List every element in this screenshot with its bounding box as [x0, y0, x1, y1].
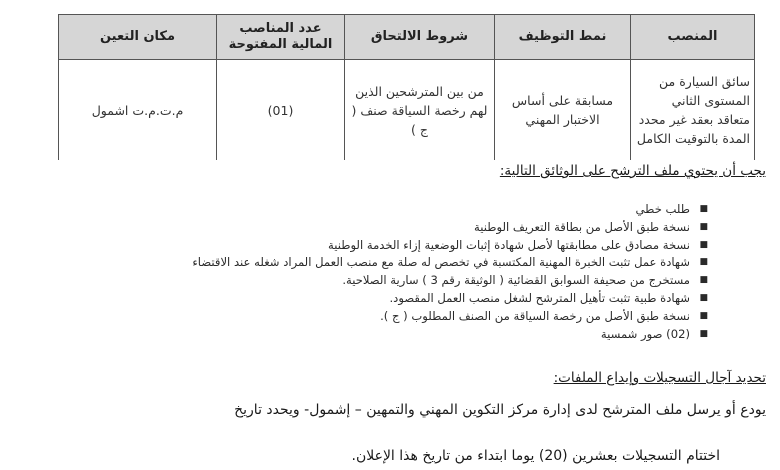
header-conditions: شروط الالتحاق: [345, 15, 495, 60]
table-header-row: [59, 15, 755, 60]
list-item: ■ طلب خطي: [10, 201, 710, 219]
job-offer-table: [58, 14, 755, 160]
cell-conditions: من بين المترشحين الذين لهم رخصة السياقة صنف ( ج ): [345, 60, 495, 161]
list-item: ■ نسخة طبق الأصل من رخصة السياقة من الصنف المطلوب ( ج ).: [10, 308, 710, 326]
bullet-icon: ■: [699, 204, 708, 214]
bullet-icon: ■: [699, 310, 708, 321]
deadline-paragraph-1: يودع أو يرسل ملف المترشح لدى إدارة مركز التكوين المهني والتمهين – إشمول- ويحدد تاريخ: [234, 402, 766, 418]
list-item: ■ مستخرج من صحيفة السوابق القضائية ( الوثيقة رقم 3 ) سارية الصلاحية.: [10, 272, 710, 290]
bullet-icon: ■: [699, 221, 708, 232]
bullet-icon: ■: [699, 328, 708, 339]
header-position: المنصب: [631, 15, 755, 60]
cell-position: سائق السيارة من المستوى الثاني متعاقد بعقد غير محدد المدة بالتوقيت الكامل: [631, 60, 755, 161]
list-item: ■ شهادة عمل تثبت الخبرة المهنية المكتسبة في تخصص له صلة مع منصب العمل المراد شغله عند الاقتضاء: [10, 254, 710, 272]
bullet-icon: ■: [699, 239, 708, 250]
list-item: ■ شهادة طبية تثبت تأهيل المترشح لشغل منصب العمل المقصود.: [10, 290, 710, 308]
cell-recruitment-mode: مسابقة على أساس الاختبار المهني: [495, 60, 631, 161]
documents-heading: يجب أن يحتوي ملف الترشح على الوثائق التالية:: [499, 163, 766, 179]
deadline-paragraph-2: اختتام التسجيلات بعشرين (20) يوما ابتداء من تاريخ هذا الإعلان.: [351, 448, 720, 464]
documents-list: [10, 201, 710, 343]
deadline-heading: تحديد آجال التسجيلات وإيداع الملفات:: [553, 370, 766, 386]
header-appointment-place: مكان التعين: [59, 15, 217, 60]
bullet-icon: ■: [699, 257, 708, 268]
header-recruitment-mode: نمط التوظيف: [495, 15, 631, 60]
cell-open-positions: (01): [217, 60, 345, 161]
list-item: ■ نسخة مصادق على مطابقتها لأصل شهادة إثبات الوضعية إزاء الخدمة الوطنية: [10, 237, 710, 255]
header-open-positions: عدد المناصب المالية المفتوحة: [217, 15, 345, 60]
bullet-icon: ■: [699, 292, 708, 303]
bullet-icon: ■: [699, 275, 708, 286]
cell-appointment-place: م.ت.م.ت اشمول: [59, 60, 217, 161]
list-item: ■ (02) صور شمسية: [10, 326, 710, 344]
table-row: [59, 60, 755, 161]
list-item: ■ نسخة طبق الأصل من بطاقة التعريف الوطنية: [10, 219, 710, 237]
